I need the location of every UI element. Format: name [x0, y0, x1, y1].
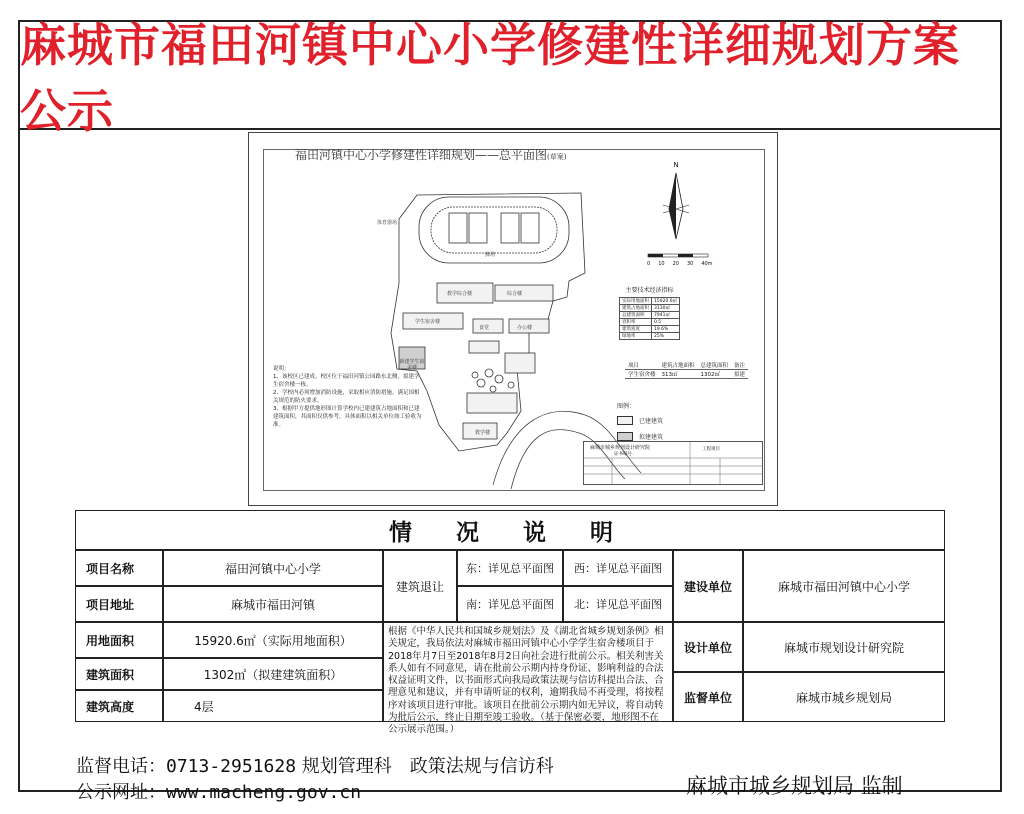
titleblock-grid [584, 442, 762, 484]
legend-planned-swatch [617, 432, 633, 441]
setback-east: 东：详见总平面图 [457, 550, 563, 586]
banner-title: 麻城市福田河镇中心小学修建性详细规划方案公示 [20, 18, 960, 138]
compass-icon [661, 169, 691, 241]
notice-board [18, 18, 1002, 803]
label-builder: 建设单位 [673, 550, 743, 622]
label-canteen: 食堂 [479, 325, 490, 331]
notice-paragraph: 根据《中华人民共和国城乡规划法》及《湖北省城乡规划条例》相关规定，我局依法对麻城市福田河镇中心小学学生宿舍楼项目于2018年月7日至2018年8月2日向社会进行批前公示。相关利害关系人如有不同意见，请在批前公示期内持身份证、影响利益的合法权益证明文件，以书面形式向我局政策法规与信访科提出合法、合理意见和建议，并有申请听证的权利，逾期我局不再受理，将按程序对该项目进行审批。该项目在批前公示期内如无异议，将自动转为批后公示，终止日期至竣工验收。（基于保密必要，地形图不在公示展示范围。） [383, 622, 673, 722]
build-area: 1302㎡（拟建建筑面积） [163, 658, 383, 690]
label-office: 办公楼 [517, 325, 533, 331]
issuer-signature: 麻城市城乡规划局 监制 [686, 774, 903, 798]
info-heading: 情 况 说 明 [75, 510, 945, 550]
supervision-phone: 监督电话：0713-2951628 规划管理科 政策法规与信访科 [76, 756, 554, 777]
label-project-name: 项目名称 [75, 550, 163, 586]
table-row: 绿地率 25% [620, 333, 680, 340]
label-sports: 体育器场 [377, 220, 398, 226]
label-project-addr: 项目地址 [75, 586, 163, 622]
label-setback: 建筑退让 [383, 550, 457, 622]
footer [20, 732, 1000, 803]
label-land-area: 用地面积 [75, 622, 163, 658]
website-link[interactable]: www.macheng.gov.cn [166, 782, 362, 803]
table-row: 建筑占地面积 3130㎡ [620, 305, 680, 312]
setback-north: 北：详见总平面图 [563, 586, 673, 622]
project-name: 福田河镇中心小学 [163, 550, 383, 586]
label-teaching: 教学楼 [475, 430, 491, 436]
label-building-c: 学生宿舍楼 [415, 319, 441, 325]
table-row: 建筑密度 19.6% [620, 326, 680, 333]
legend-planned: 拟建建筑 [617, 432, 663, 441]
north-arrow: N [661, 161, 691, 243]
project-addr: 麻城市福田河镇 [163, 586, 383, 622]
land-area: 15920.6㎡（实际用地面积） [163, 622, 383, 658]
tech-table [619, 297, 680, 340]
info-table [75, 510, 945, 750]
scale-bar-icon [647, 253, 717, 259]
label-new-dorm: 新建学生宿舍楼 [399, 359, 425, 371]
building-height: 4层 [163, 690, 383, 722]
banner [20, 18, 1000, 138]
setback-west: 西：详见总平面图 [563, 550, 673, 586]
drawing-notes: 说明： 1、该校区已建成，校区位于福田河镇公园路东北侧，拟建学生宿舍楼一栋。 2、学校内必须增加消防设施，采取相应消防措施，满足国相关规范的防火要求。 3、根据甲方提供地形图计算学校内已建建筑占地面积和已建建筑面积，其面积仅供参考，具体面积以相关单位竣工验收为准。 [273, 366, 422, 428]
setback-south: 南：详见总平面图 [457, 586, 563, 622]
label-build-area: 建筑面积 [75, 658, 163, 690]
label-designer: 设计单位 [673, 622, 743, 672]
label-playground: 操场 [485, 252, 496, 258]
site-plan-area [20, 130, 1000, 510]
drawing-title: 福田河镇中心小学修建性详细规划——总平面图(草案) [295, 148, 567, 162]
tech-indicators [619, 285, 680, 340]
area-table [625, 361, 748, 379]
table-row: 项目 建筑占地面积 总建筑面积 备注 [625, 361, 748, 370]
table-row: 总建筑面积 7941㎡ [620, 312, 680, 319]
legend: 图例： 已建建筑 拟建建筑 [617, 403, 664, 441]
label-supervisor: 监督单位 [673, 672, 743, 722]
public-website: 公示网址：www.macheng.gov.cn [76, 782, 362, 803]
legend-existing: 已建建筑 [617, 416, 663, 425]
supervisor: 麻城市城乡规划局 [743, 672, 945, 722]
table-row: 实际用地面积 15920.6㎡ [620, 298, 680, 305]
designer: 麻城市规划设计研究院 [743, 622, 945, 672]
drawing-titleblock: 麻城市城乡规划设计研究院 证书编号： 工程项目 [583, 441, 763, 485]
label-building-b: 综合楼 [507, 291, 523, 297]
label-building-a: 教学综合楼 [447, 291, 473, 297]
table-row: 学生宿舍楼 313㎡ 1302㎡ 拟建 [625, 370, 748, 379]
builder: 麻城市福田河镇中心小学 [743, 550, 945, 622]
legend-existing-swatch [617, 416, 633, 425]
table-row: 容积率 0.5 [620, 319, 680, 326]
tech-caption: 主要技术经济指标 [625, 287, 674, 294]
site-plan-drawing [248, 132, 778, 506]
label-height: 建筑高度 [75, 690, 163, 722]
scale-bar: 0 10 20 30 40m [647, 253, 717, 267]
